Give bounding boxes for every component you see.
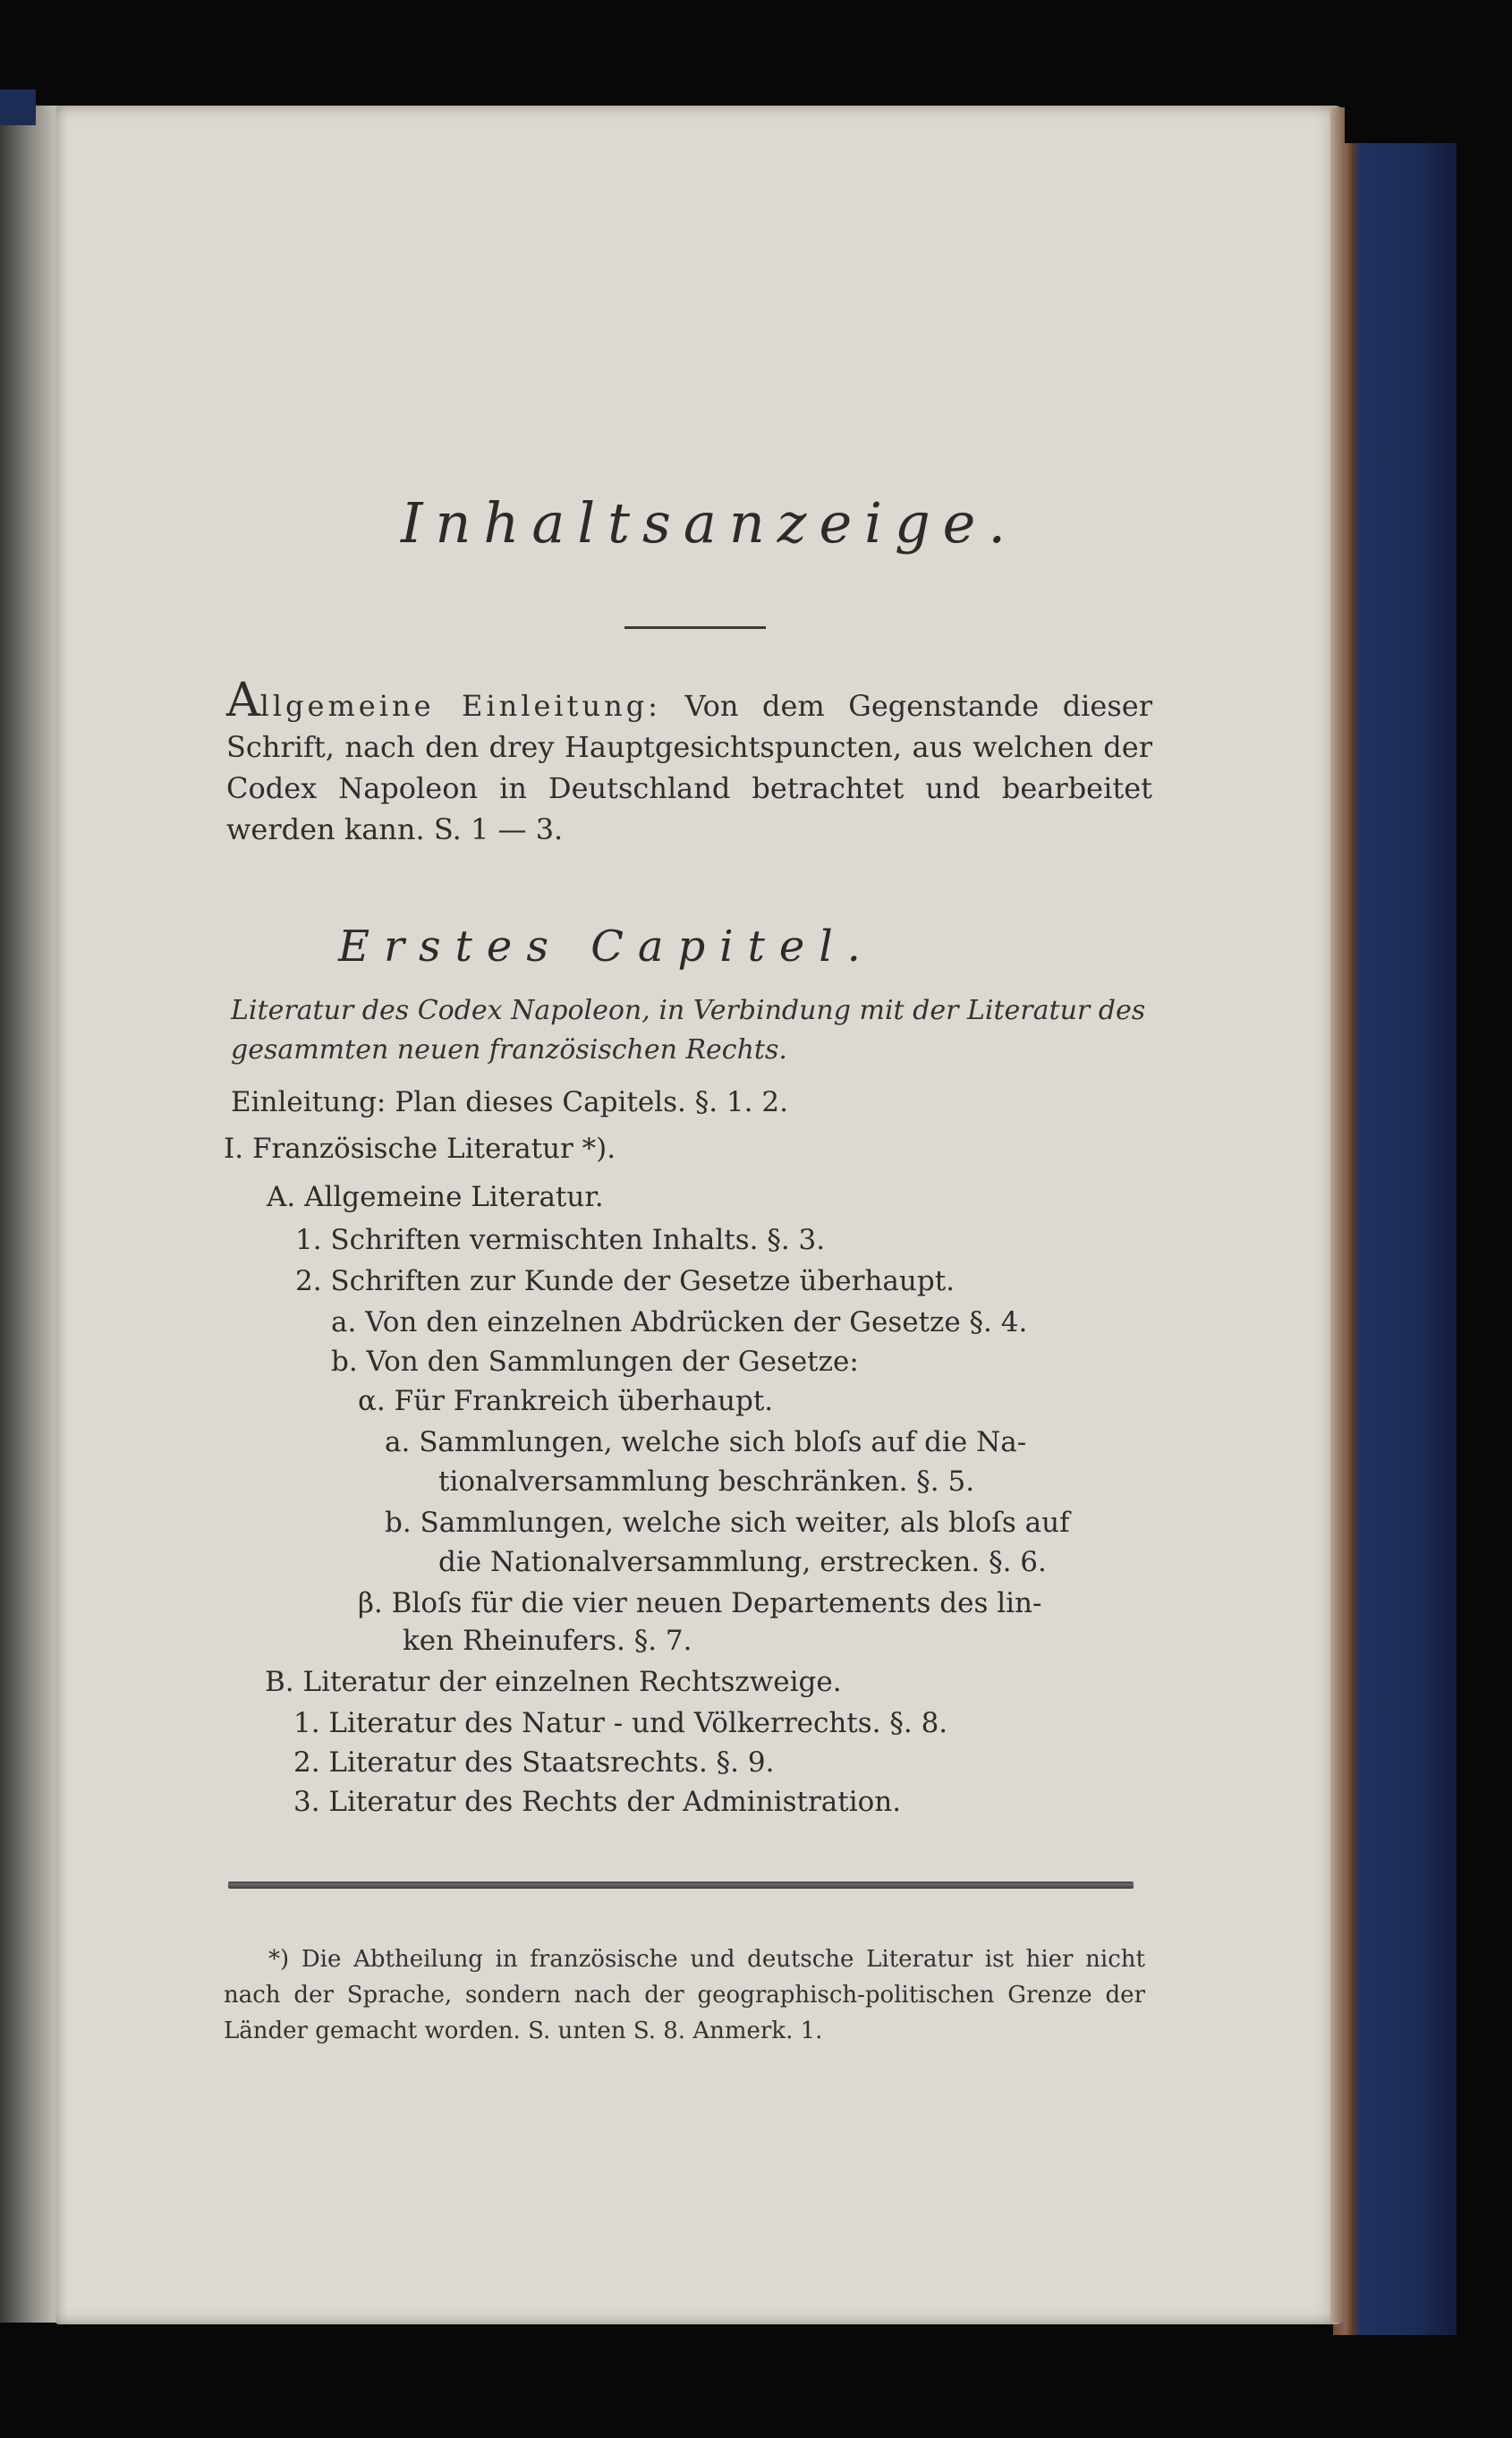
toc-entry: 2. Schriften zur Kunde der Gesetze überhaupt. [295, 1265, 956, 1297]
toc-entry: a. Sammlungen, welche sich bloſs auf die Na- [385, 1426, 1027, 1458]
toc-entry: tionalversammlung beschränken. §. 5. [438, 1465, 975, 1498]
footnote-divider [228, 1882, 1134, 1889]
intro-paragraph [226, 674, 1153, 850]
footnote [224, 1941, 1145, 2049]
toc-entry: 1. Literatur des Natur - und Völkerrechts. §. 8. [293, 1707, 948, 1739]
toc-entry: b. Sammlungen, welche sich weiter, als bloſs auf [385, 1507, 1070, 1539]
toc-entry: 1. Schriften vermischten Inhalts. §. 3. [295, 1224, 826, 1256]
toc-entry: A. Allgemeine Literatur. [267, 1181, 604, 1213]
footnote-text: *) Die Abtheilung in französische und deutsche Literatur ist hier nicht nach der Sprache, sondern nach der geographisch-politischen Grenze der Länder gemacht worden. S. unten S. 8. Anmerk. 1. [224, 1946, 1145, 2044]
book-cover-corner [0, 89, 36, 125]
toc-entry: Einleitung: Plan dieses Capitels. §. 1. 2. [231, 1086, 788, 1118]
title-divider [624, 626, 766, 629]
toc-entry: a. Von den einzelnen Abdrücken der Gesetze §. 4. [331, 1306, 1028, 1338]
toc-entry: I. Französische Literatur *). [224, 1133, 616, 1165]
intro-lead-rest: llgemeine Einleitung: [259, 689, 661, 723]
page-fore-edge [1330, 107, 1345, 2323]
intro-lead-letter: A [226, 674, 260, 727]
toc-entry: α. Für Frankreich überhaupt. [358, 1385, 774, 1417]
intro-text: Von dem Gegenstande dieser Schrift, nach den drey Hauptgesichtspuncten, aus welchen der Codex Napoleon in Deutschland betrachtet und bearbeitet werden kann. S. 1 — 3. [226, 689, 1153, 846]
left-page-edge [0, 106, 59, 2323]
toc-entry: ken Rheinufers. §. 7. [403, 1625, 692, 1657]
toc-entry: B. Literatur der einzelnen Rechtszweige. [265, 1666, 842, 1698]
toc-entry: 3. Literatur des Rechts der Administration. [293, 1786, 902, 1818]
toc-entry: 2. Literatur des Staatsrechts. §. 9. [293, 1746, 775, 1779]
toc-entry: b. Von den Sammlungen der Gesetze: [331, 1346, 859, 1378]
page-title: Inhaltsanzeige. [401, 490, 1019, 556]
toc-entry: die Nationalversammlung, erstrecken. §. 6. [438, 1546, 1047, 1578]
toc-entry: β. Bloſs für die vier neuen Departements des lin- [358, 1587, 1042, 1619]
chapter-subtitle: Literatur des Codex Napoleon, in Verbindung mit der Literatur des gesammten neuen französischen Rechts. [231, 995, 1146, 1066]
book-spine [1333, 143, 1457, 2335]
chapter-heading: Erstes Capitel. [338, 922, 875, 972]
